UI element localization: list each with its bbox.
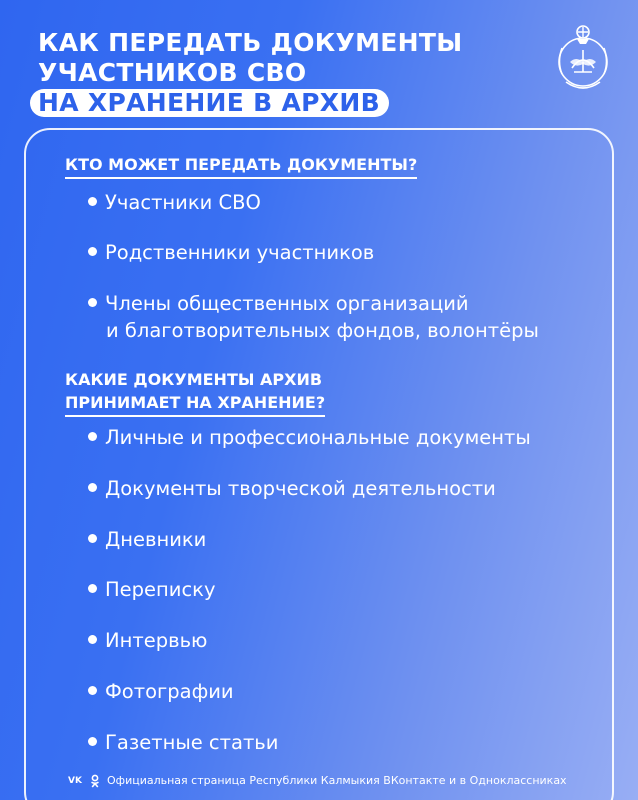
section-heading-what-text-2: ПРИНИМАЕТ НА ХРАНЕНИЕ?	[65, 392, 325, 417]
bullet-icon	[88, 483, 97, 492]
list-item-text: Интервью	[105, 629, 208, 652]
list-item	[88, 240, 374, 265]
kalmykia-emblem-icon	[552, 22, 614, 98]
title-line-2: УЧАСТНИКОВ СВО	[38, 58, 307, 87]
list-item-text: Члены общественных организаций	[105, 292, 469, 315]
bullet-icon	[88, 737, 97, 746]
bullet-icon	[88, 534, 97, 543]
list-item	[88, 291, 469, 316]
section-heading-what-line1	[65, 369, 322, 392]
footer-text: Официальная страница Республики Калмыкия ВКонтакте и в Одноклассниках	[107, 774, 567, 787]
title-line-3-highlight: НА ХРАНЕНИЕ В АРХИВ	[30, 89, 389, 117]
list-item-text: Переписку	[105, 578, 216, 601]
bullet-icon	[88, 432, 97, 441]
list-item-text: Родственники участников	[105, 241, 375, 264]
bullet-icon	[88, 686, 97, 695]
list-item	[88, 476, 496, 501]
section-heading-who-text: КТО МОЖЕТ ПЕРЕДАТЬ ДОКУМЕНТЫ?	[65, 154, 417, 179]
vk-icon[interactable]: VK	[68, 776, 82, 786]
list-item-text: Фотографии	[105, 680, 234, 703]
list-item-text: Документы творческой деятельности	[105, 477, 496, 500]
list-item	[88, 190, 261, 215]
title-line-1: КАК ПЕРЕДАТЬ ДОКУМЕНТЫ	[38, 28, 463, 57]
list-item-text: Газетные статьи	[105, 731, 279, 754]
bullet-icon	[88, 298, 97, 307]
list-item	[88, 577, 216, 602]
bullet-icon	[88, 247, 97, 256]
list-item-text: Дневники	[105, 528, 207, 551]
section-heading-who	[65, 154, 417, 179]
list-item-text: Личные и профессиональные документы	[105, 426, 531, 449]
footer	[67, 773, 567, 789]
list-item-text: и благотворительных фондов, волонтёры	[106, 319, 539, 342]
list-item	[88, 527, 206, 552]
list-item	[88, 730, 278, 755]
bullet-icon	[88, 635, 97, 644]
list-item-continuation	[88, 318, 539, 343]
list-item-text: Участники СВО	[105, 191, 261, 214]
section-heading-what-text-1: КАКИЕ ДОКУМЕНТЫ АРХИВ	[65, 370, 323, 389]
odnoklassniki-icon[interactable]	[87, 774, 103, 788]
section-heading-what-line2	[65, 392, 325, 417]
list-item	[88, 679, 234, 704]
bullet-icon	[88, 197, 97, 206]
list-item	[88, 628, 207, 653]
list-item	[88, 425, 531, 450]
bullet-icon	[88, 584, 97, 593]
